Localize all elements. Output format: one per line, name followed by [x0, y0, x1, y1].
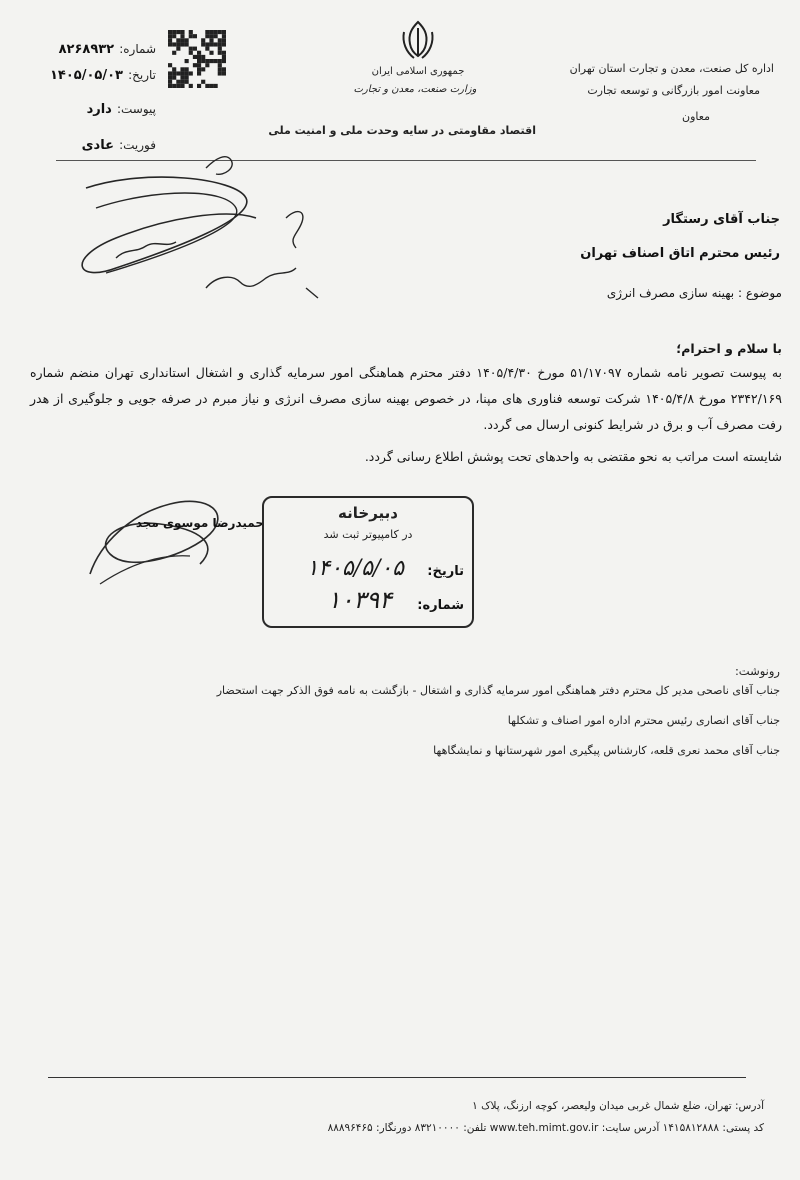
letter-date-row [36, 64, 156, 83]
org-line-2: معاونت امور بازرگانی و توسعه تجارت [587, 84, 760, 97]
cc-recipient-1: جناب آقای ناصحی مدیر کل محترم دفتر هماهنگی امور سرمایه گذاری و اشتغال - بازگشت به نامه فوق الذکر جهت استحضار [216, 684, 780, 697]
national-emblem-icon [398, 18, 438, 62]
letter-date-label: تاریخ: [128, 68, 156, 82]
stamp-number-label: شماره: [417, 598, 464, 613]
footer-address: آدرس: تهران، ضلع شمال غربی میدان ولیعصر، کوچه ارزنگ، پلاک ۱ [472, 1100, 764, 1112]
addressee-title: رئیس محترم اتاق اصناف تهران [580, 246, 780, 261]
cc-recipient-3: جناب آقای محمد نعری قلعه، کارشناس پیگیری امور شهرستانها و نمایشگاهها [433, 744, 780, 757]
org-line-1: اداره کل صنعت، معدن و تجارت استان تهران [569, 62, 774, 75]
stamp-number-value: ۱۰۳۹۴ [327, 586, 392, 614]
letter-date-value: ۱۴۰۵/۰۵/۰۳ [50, 68, 123, 83]
attachment-label: پیوست: [116, 102, 156, 116]
addressee-name: جناب آقای رستگار [663, 212, 780, 227]
letter-number-value: ۸۲۶۸۹۳۲ [58, 42, 115, 57]
signature-mark [70, 484, 250, 594]
cc-recipient-2: جناب آقای انصاری رئیس محترم اداره امور اصناف و تشکلها [507, 714, 780, 727]
emblem-caption-2: وزارت صنعت، معدن و تجارت [353, 84, 477, 95]
letter-closing: شایسته است مراتب به نحو مقتضی به واحدهای تحت پوشش اطلاع رسانی گردد. [364, 449, 782, 464]
urgency-value: عادی [81, 138, 114, 153]
stamp-title: دبیرخانه [338, 504, 398, 522]
letter-subject: موضوع : بهینه سازی مصرف انرژی [606, 286, 782, 300]
emblem-caption-1: جمهوری اسلامی ایران [371, 66, 465, 77]
registry-stamp [262, 496, 474, 628]
footer-divider [48, 1077, 746, 1078]
attachment-row [36, 98, 156, 117]
org-line-3: معاون [682, 110, 710, 123]
attachment-value: دارد [86, 102, 112, 117]
qr-code [168, 30, 226, 88]
stamp-subtitle: در کامپیوتر ثبت شد [323, 528, 413, 541]
greeting: با سلام و احترام؛ [676, 341, 782, 356]
handwritten-annotation [56, 148, 356, 318]
letter-body-paragraph: به پیوست تصویر نامه شماره ۵۱/۱۷۰۹۷ مورخ ۱۴۰۵/۴/۳۰ دفتر محترم هماهنگی امور سرمایه گذاری و اشتغال استانداری تهران منضم شماره ۲۳۴۲/۱۶۹ مورخ ۱۴۰۵/۴/۸ شرکت توسعه فناوری های مپنا، در خصوص بهینه سازی مصرف انرژی و نیاز مبرم در صرفه جویی و جلوگیری از هدر رفت مصرف آب و برق در شرایط کنونی ارسال می گردد. [30, 365, 782, 432]
stamp-date-label: تاریخ: [427, 564, 464, 579]
signatory-name: حمیدرضا موسوی مجد [135, 516, 264, 530]
urgency-label: فوریت: [119, 138, 156, 152]
stamp-date-value: ۱۴۰۵/۵/۰۵ [306, 556, 404, 581]
footer-contact: کد پستی: ۱۴۱۵۸۱۲۸۸۸ آدرس سایت: www.teh.mimt.gov.ir تلفن: ۸۳۲۱۰۰۰۰ دورنگار: ۸۸۸۹۶۴۶۵ [327, 1122, 764, 1134]
slogan: اقتصاد مقاومتی در سایه وحدت ملی و امنیت ملی [268, 124, 536, 137]
letter-number-label: شماره: [119, 42, 156, 56]
letter-number-row [36, 38, 156, 57]
cc-heading: رونوشت: [734, 664, 780, 678]
